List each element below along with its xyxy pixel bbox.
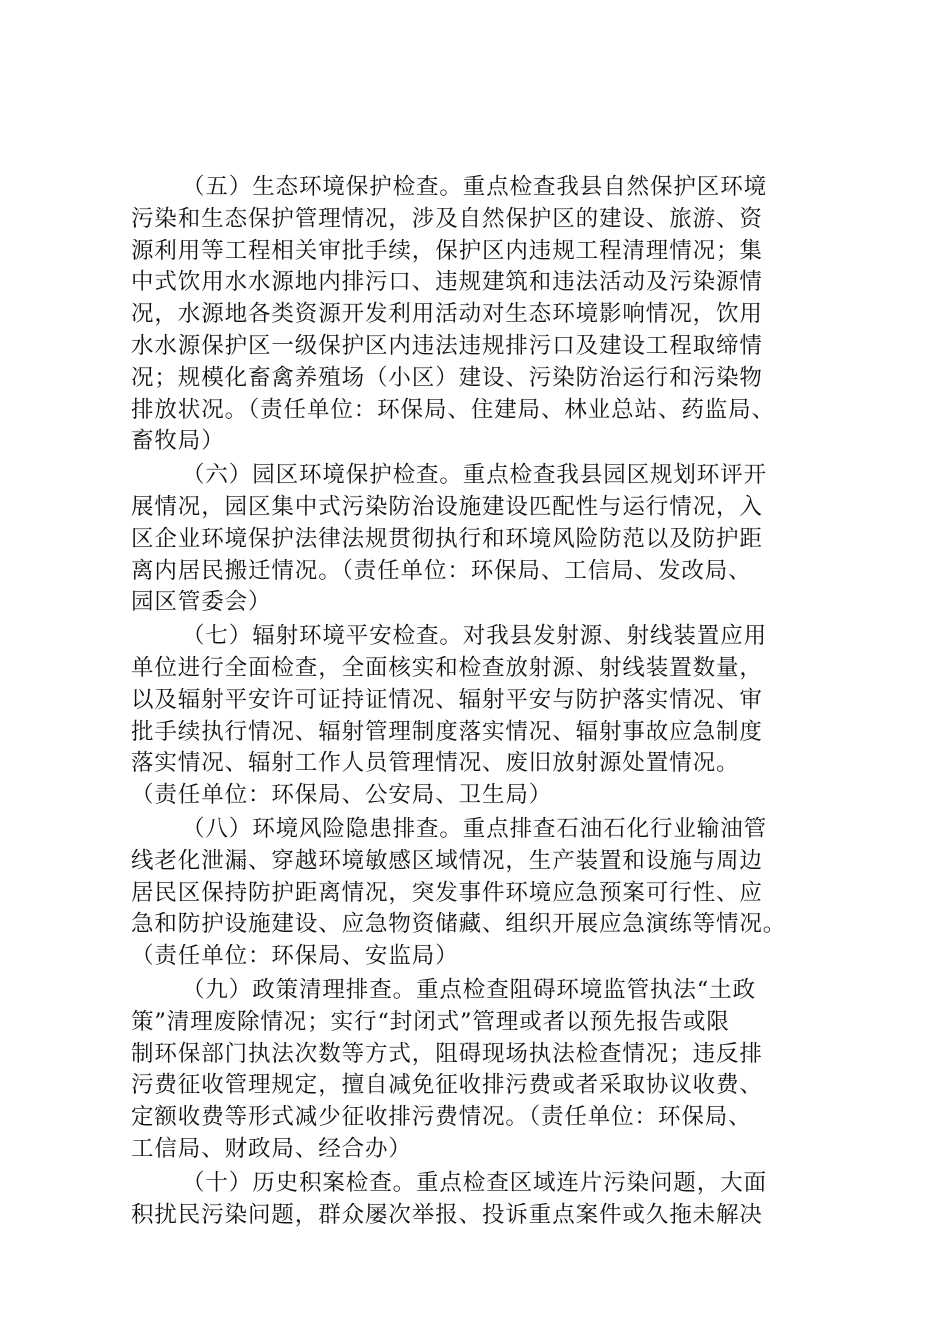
paragraph-10: [131, 1168, 833, 1232]
text-line: 单位进行全面检查，全面核实和检查放射源、射线装置数量，: [131, 654, 763, 681]
text-line: 排放状况。（责任单位：环保局、住建局、林业总站、药监局、: [131, 396, 775, 423]
text-line: 污染和生态保护管理情况，涉及自然保护区的建设、旅游、资: [131, 205, 763, 232]
text-line: 以及辐射平安许可证持证情况、辐射平安与防护落实情况、审: [131, 686, 763, 713]
text-line: 况，水源地各类资源开发利用活动对生态环境影响情况，饮用: [131, 301, 763, 328]
text-line: 畜牧局）: [131, 428, 225, 455]
text-line: 工信局、财政局、经合办）: [131, 1135, 412, 1162]
text-line: （九）政策清理排查。重点检查阻碍环境监管执法“土政: [182, 976, 757, 1003]
paragraph-8: [131, 814, 833, 973]
text-line: 园区管委会）: [131, 589, 272, 616]
text-line: 污费征收管理规定，擅自减免征收排污费或者采取协议收费、: [131, 1072, 763, 1099]
text-line: 中式饮用水水源地内排污口、违规建筑和违法活动及污染源情: [131, 269, 763, 296]
text-line: （责任单位：环保局、公安局、卫生局）: [131, 782, 553, 809]
text-line: （责任单位：环保局、安监局）: [131, 943, 459, 970]
text-line: 居民区保持防护距离情况，突发事件环境应急预案可行性、应: [131, 879, 763, 906]
paragraph-6: [131, 460, 833, 619]
text-line: 策”清理废除情况；实行“封闭式”管理或者以预先报告或限: [131, 1008, 730, 1035]
text-line: 离内居民搬迁情况。（责任单位：环保局、工信局、发改局、: [131, 557, 752, 584]
paragraph-5: [131, 172, 833, 458]
text-line: 水水源保护区一级保护区内违法违规排污口及建设工程取缔情: [131, 332, 763, 359]
paragraph-9: [131, 975, 833, 1166]
paragraph-7: [131, 621, 833, 812]
document-body: [131, 172, 833, 1233]
text-line: （六）园区环境保护检查。重点检查我县园区规划环评开: [182, 462, 768, 489]
text-line: 落实情况、辐射工作人员管理情况、废旧放射源处置情况。: [131, 750, 740, 777]
text-line: 况；规模化畜禽养殖场（小区）建设、污染防治运行和污染物: [131, 364, 763, 391]
text-line: 定额收费等形式减少征收排污费情况。（责任单位：环保局、: [131, 1104, 752, 1131]
text-line: 区企业环境保护法律法规贯彻执行和环境风险防范以及防护距: [131, 525, 763, 552]
text-line: 积扰民污染问题，群众屡次举报、投诉重点案件或久拖未解决: [131, 1201, 763, 1228]
text-line: 源利用等工程相关审批手续，保护区内违规工程清理情况；集: [131, 237, 763, 264]
text-line: （八）环境风险隐患排查。重点排查石油石化行业输油管: [182, 815, 768, 842]
text-line: 展情况，园区集中式污染防治设施建设匹配性与运行情况，入: [131, 493, 763, 520]
text-line: （五）生态环境保护检查。重点检查我县自然保护区环境: [182, 174, 768, 200]
text-line: 批手续执行情况、辐射管理制度落实情况、辐射事故应急制度: [131, 718, 763, 745]
text-line: 急和防护设施建设、应急物资储藏、组织开展应急演练等情况。: [131, 911, 787, 938]
text-line: （七）辐射环境平安检查。对我县发射源、射线装置应用: [182, 623, 768, 650]
text-line: （十）历史积案检查。重点检查区域连片污染问题，大面: [182, 1169, 768, 1196]
text-line: 制环保部门执法次数等方式，阻碍现场执法检查情况；违反排: [131, 1040, 763, 1067]
text-line: 线老化泄漏、穿越环境敏感区域情况，生产装置和设施与周边: [131, 847, 763, 874]
